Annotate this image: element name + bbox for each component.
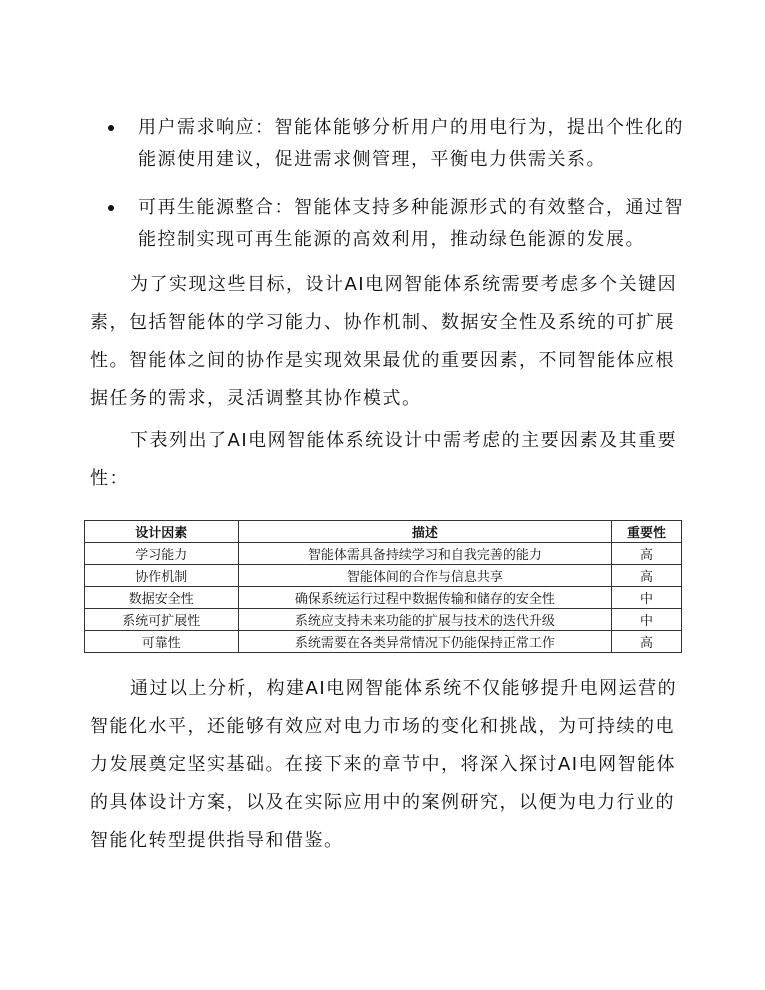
cell-importance: 中 [612,587,682,609]
cell-importance: 中 [612,609,682,631]
cell-factor: 协作机制 [85,565,239,587]
bullet-text: 用户需求响应：智能体能够分析用户的用电行为，提出个性化的能源使用建议，促进需求侧管理，平衡电力供需关系。 [138,117,684,170]
table-row [85,565,682,587]
cell-description: 智能体需具备持续学习和自我完善的能力 [238,543,612,565]
table-header-row [85,521,682,543]
cell-importance: 高 [612,631,682,653]
table-row [85,609,682,631]
paragraph-table-intro: 下表列出了AI电网智能体系统设计中需考虑的主要因素及其重要性： [90,430,678,489]
table-row [85,631,682,653]
cell-importance: 高 [612,543,682,565]
bullet-item-renewable [108,192,688,256]
cell-factor: 数据安全性 [85,587,239,609]
cell-description: 系统需要在各类异常情况下仍能保持正常工作 [238,631,612,653]
header-importance: 重要性 [612,521,682,543]
cell-description: 智能体间的合作与信息共享 [238,565,612,587]
cell-factor: 系统可扩展性 [85,609,239,631]
paragraph-conclusion: 通过以上分析，构建AI电网智能体系统不仅能够提升电网运营的智能化水平，还能够有效应对电力市场的变化和挑战，为可持续的电力发展奠定坚实基础。在接下来的章节中，将深入探讨AI电网智能体的具体设计方案，以及在实际应用中的案例研究，以便为电力行业的智能化转型提供指导和借鉴。 [90,678,678,851]
cell-description: 系统应支持未来功能的扩展与技术的迭代升级 [238,609,612,631]
cell-factor: 可靠性 [85,631,239,653]
design-factors-table [84,520,682,653]
table-row [85,587,682,609]
cell-description: 确保系统运行过程中数据传输和储存的安全性 [238,587,612,609]
bullet-text: 可再生能源整合：智能体支持多种能源形式的有效整合，通过智能控制实现可再生能源的高效利用，推动绿色能源的发展。 [138,197,684,250]
paragraph-goals: 为了实现这些目标，设计AI电网智能体系统需要考虑多个关键因素，包括智能体的学习能力、协作机制、数据安全性及系统的可扩展性。智能体之间的协作是实现效果最优的重要因素，不同智能体应根据任务的需求，灵活调整其协作模式。 [90,274,678,409]
cell-factor: 学习能力 [85,543,239,565]
header-factor: 设计因素 [85,521,239,543]
bullet-icon [108,125,114,131]
bullet-icon [108,205,114,211]
cell-importance: 高 [612,565,682,587]
table-row [85,543,682,565]
bullet-item-user-demand [108,112,688,176]
header-description: 描述 [238,521,612,543]
